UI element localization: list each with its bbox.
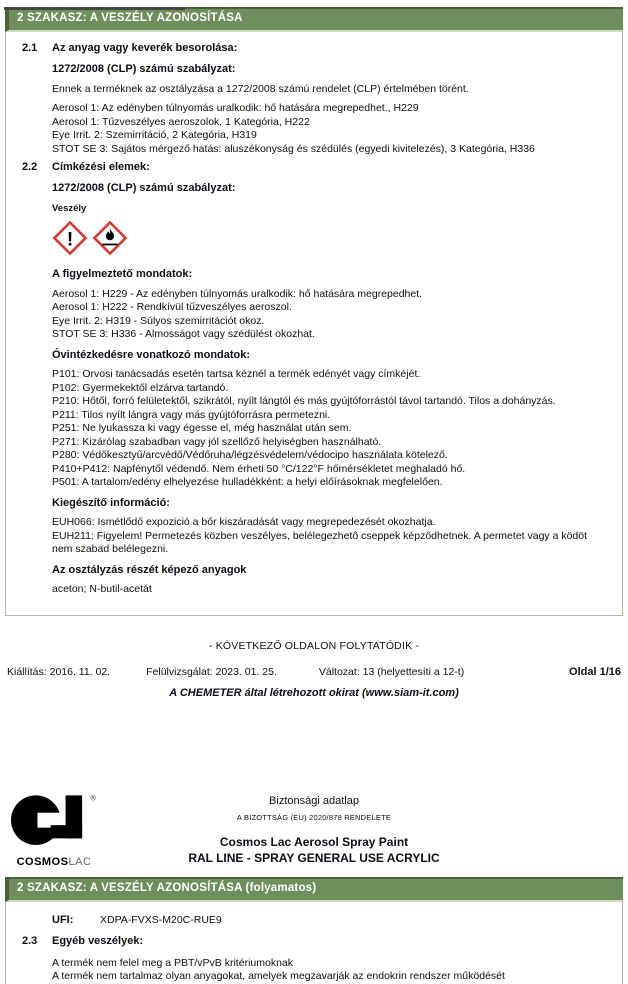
continuation-notice: - KÖVETKEZŐ OLDALON FOLYTATÓDIK - [208,639,420,652]
svg-text:®: ® [90,793,96,803]
precautionary-statement: P251: Ne lyukassza ki vagy égesse el, még használat után sem. [52,422,352,434]
product-name: Cosmos Lac Aerosol Spray Paint [219,835,409,849]
supplementary-info-heading: Kiegészítő információ: [52,496,170,509]
page-number: Oldal 1/16 [569,666,621,678]
version-info: Változat: 13 (helyettesíti a 12-t) [318,666,465,678]
precautionary-statement: P280: Védőkesztyű/arcvédő/Védőruha/légzésvédelem/védocipo használata kötelező. [52,449,448,461]
cosmoslac-logo [8,792,100,869]
ufi-row [52,914,606,928]
classification-item: Aerosol 1: Az edényben túlnyomás uralkodik: hő hatására megrepedhet., H229 [52,102,419,114]
precautionary-statement: P102: Gyermekektől elzárva tartandó. [52,381,229,394]
hazard-statement: Aerosol 1: H222 - Rendkívül tűzveszélyes aeroszol. [52,301,292,313]
hazard-statements-heading: A figyelmeztető mondatok: [52,268,193,280]
precautionary-statement: P410+P412: Napfénytől védendő. Nem érheti 50 °C/122°F hőmérsékletet meghaladó hő. [52,462,466,475]
classification-item: STOT SE 3: Sajátos mérgező hatás: aluszékonyság és szédülés (egyedi kivitelezés), 3 Kategória, H336 [52,142,535,155]
review-date: Felülvizsgálat: 2023. 01. 25. [146,666,277,678]
classification-intro: Ennek a terméknek az osztályzása a 1272/2008 számú rendelet (CLP) értelmében törént. [52,82,469,95]
ghs-pictograms [52,220,606,261]
classification-list [52,102,606,156]
hazard-statement: Aerosol 1: H229 - Az edényben túlnyomás uralkodik: hő hatására megrepedhet. [52,287,423,300]
ghs02-flame-icon [92,220,128,261]
subsection-title: Egyéb veszélyek: [52,935,144,947]
classification-substances-heading: Az osztályzás részét képező anyagok [52,563,247,576]
subsection-title: Címkézési elemek: [52,161,150,173]
cosmoslac-logo-mark [11,792,97,850]
signal-word: Veszély [52,203,87,214]
subsection-title: Az anyag vagy keverék besorolása: [52,41,238,54]
precautionary-statements-list [52,368,606,490]
document-title: Biztonsági adatlap [269,795,359,807]
precautionary-statement: P501: A tartalom/edény elhelyezése hulladékként: a helyi előírásoknak megfelelően. [52,476,443,488]
hazard-statement: Eye Irrit. 2: H319 - Súlyos szemirritációt okoz. [52,314,265,327]
classification-substances-value: aceton; N-butil-acetát [52,583,152,595]
section-2-content-page2 [5,902,623,984]
ufi-label: UFI: [52,913,74,926]
classification-item: Aerosol 1: Tűzveszélyes aeroszolok, 1 Kategória, H222 [52,115,310,128]
hazard-statement: STOT SE 3: H336 - Almosságot vagy szédülést okozhat. [52,328,315,340]
precautionary-statement: P101: Orvosi tanácsadás esetén tartsa kéznél a termék edényét vagy címkéjét. [52,368,421,380]
issue-date: Kiállítás: 2016. 11. 02. [7,666,111,678]
precautionary-statement: P211: Tilos nyílt lángra vagy más gyújtóforrásra permetezni. [52,408,331,421]
subsection-number: 2.1 [22,41,38,54]
generator-credit: A CHEMETER által létrehozott okirat (www.siam-it.com) [169,686,459,699]
subsection-2-2-heading [22,161,606,175]
subsection-number: 2.3 [22,935,38,947]
supplementary-statement: EUH211: Figyelem! Permetezés közben veszélyes, belélegezhetô cseppek képződhetnek. A permetet vagy a ködöt nem szabad belélegezni. [52,529,588,555]
page-break-gap [0,700,628,786]
section-2-title: 2 SZAKASZ: A VESZÉLY AZONOSÍTÁSA [17,12,243,24]
logo-text-bold: COSMOS [16,855,69,868]
other-hazard-line: A termék nem tartalmaz olyan anyagokat, amelyek megzavarják az endokrin rendszer működését [52,970,505,982]
other-hazards-list [52,957,606,984]
section-2-content-page1 [5,32,623,616]
other-hazard-line: A termék nem felel meg a PBT/vPvB kritériumoknak [52,956,294,969]
section-2-header-bar [5,7,623,32]
subsection-number: 2.2 [22,161,38,173]
clp-regulation-heading: 1272/2008 (CLP) számú szabályzat: [52,63,236,75]
ghs07-exclamation-icon [52,220,88,261]
precautionary-statement: P271: Kizárólag szabadban vagy jól szellőző helyiségben használható. [52,435,382,448]
supplementary-info-list [52,516,606,557]
product-line: RAL LINE - SPRAY GENERAL USE ACRYLIC [188,850,440,865]
section-2-continued-title: 2 SZAKASZ: A VESZÉLY AZONOSÍTÁSA (folyamatos) [17,882,317,894]
svg-text:!: ! [66,229,74,250]
subsection-2-1-heading [22,42,606,56]
cosmoslac-logo-text [8,856,100,870]
page-footer-meta [7,666,621,680]
previous-section-cutoff-strip [4,7,185,10]
subsection-2-3-heading [22,935,606,949]
precautionary-statements-heading: Óvintézkedésre vonatkozó mondatok: [52,348,251,361]
hazard-statements-list [52,288,606,342]
page2-header [5,786,623,870]
ufi-value: XDPA-FVXS-M20C-RUE9 [100,913,222,926]
logo-text-light: LAC [68,855,92,868]
clp-regulation-heading: 1272/2008 (CLP) számú szabályzat: [52,181,236,194]
classification-item: Eye Irrit. 2: Szemirritáció, 2 Kategória, H319 [52,129,257,141]
section-2-continued-header-bar [5,877,623,902]
precautionary-statement: P210: Hőtől, forró felületektől, szikrától, nyílt lángtól és más gyújtóforrástól távol tartandó. Tilos a dohányzás. [52,395,556,407]
supplementary-statement: EUH066: Ismétlődő expozició a bőr kiszáradását vagy megrepedezését okozhatja. [52,516,436,528]
document-subtitle: A BIZOTTSÁG (EU) 2020/878 RENDELETE [236,812,392,822]
